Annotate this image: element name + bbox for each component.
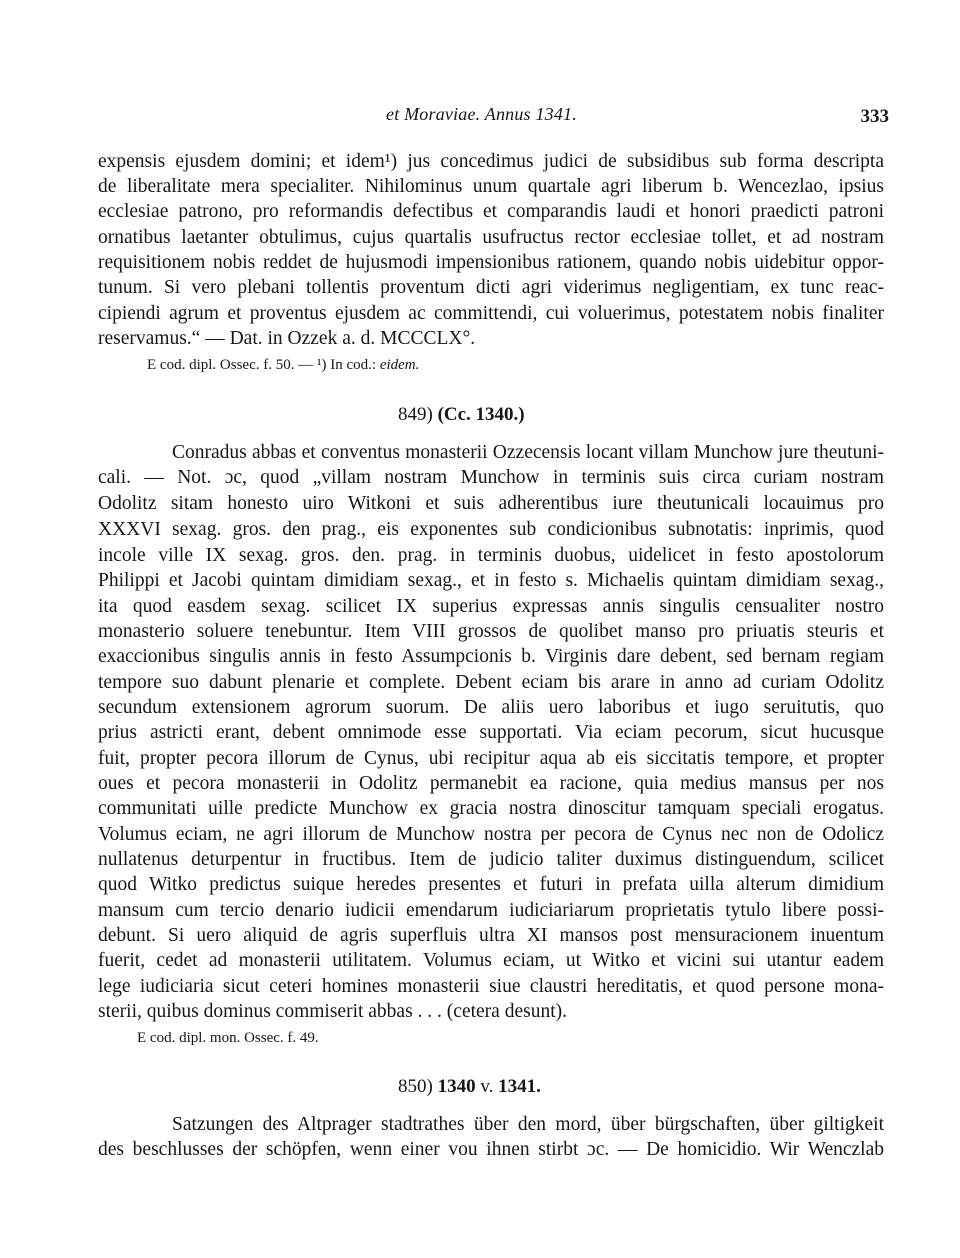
text-line: des beschlusses der schöpfen, wenn einer vou ihnen stirbt ɔc. — De homicidio. Wir Wenczlab [98,1139,884,1160]
text-line: XXXVI sexag. gros. den prag., eis exponentes sub condicionibus subnotatis: inprimis, quod [98,519,884,540]
text-line: ornatibus laetanter obtulimus, cujus quartalis usufructus rector ecclesiae tollet, et ad nostram [98,227,884,248]
document-number: 849) [398,404,433,425]
text-line: Satzungen des Altprager stadtrathes über den mord, über bürgschaften, über giltigkeit [172,1114,884,1135]
text-line: communitati uille predicte Munchow ex gracia nostra dinoscitur tamquam speciali erogatus. [98,798,884,819]
text-line: sterii, quibus dominus commiserit abbas . . . (cetera desunt). [98,1001,567,1022]
source-reference: E cod. dipl. mon. Ossec. f. 49. [137,1030,319,1046]
running-head: et Moraviae. Annus 1341. [386,104,577,124]
text-line: prius astricti erant, debent omnimode esse supportati. Via eciam pecorum, sicut hucusque [98,722,884,743]
text-line: expensis ejusdem domini; et idem¹) jus concedimus judici de subsidibus sub forma descripta [98,151,884,172]
text-line: monasterio soluere tenebuntur. Item VIII grossos de quolibet manso pro priuatis steuris et [98,621,884,642]
text-line: exaccionibus singulis annis in festo Assumpcionis b. Virginis dare debent, sed bernam regiam [98,646,884,667]
text-line: quod Witko predictus suique heredes presentes et futuri in prefata uilla alterum dimidium [98,874,884,895]
text-line: Conradus abbas et conventus monasterii Ozzecensis locant villam Munchow jure theutuni- [172,442,884,463]
document-heading-849 [398,404,525,426]
text-line: requisitionem nobis reddet de hujusmodi impensionibus rationem, quando nobis uidebitur oppor- [98,252,884,273]
footnote-mark: ¹) [316,357,327,373]
page-number: 333 [860,106,889,127]
text-line: Volumus eciam, ne agri illorum de Munchow nostra per pecora de Cynus nec non de Odolicz [98,824,884,845]
text-line: lege iudiciaria sicut ceteri homines monasterii siue claustri hereditatis, et quod persone mona- [98,976,884,997]
text-line: cali. — Not. ɔc, quod „villam nostram Munchow in terminis suis circa curiam nostram [98,467,884,488]
source-note [137,1030,319,1047]
source-note [147,357,419,374]
text-line: ecclesiae patrono, pro reformandis defectibus et comparandis laudi et honori praedicti patroni [98,201,884,222]
text-line: tunum. Si vero plebani tollentis proventum dicti agri viderimus negligentiam, ex tunc reac- [98,277,884,298]
text-line: fuerit, cedet ad monasterii utilitatem. Volumus eciam, ut Witko et vicini sui utantur eadem [98,950,884,971]
text-line: de liberalitate mera specialiter. Nihilominus unum quartale agri liberum b. Wencezlao, ipsius [98,176,884,197]
text-line: mansum cum tercio denario iudicii emendarum iudiciariarum proprietatis tytulo libere possi- [98,900,884,921]
footnote-reading: eidem. [379,357,420,373]
text-line: Odolitz sitam honesto uiro Witkoni et suis adherentibus iure theutunicali locauimus pro [98,493,884,514]
date-separator: v. [480,1076,494,1097]
page-header [0,104,960,134]
document-date-end: 1341. [498,1076,541,1097]
text-line: ita quod easdem sexag. scilicet IX superius expressas annis singulis censualiter nostro [98,596,884,617]
document-date: 1340 [437,1076,476,1097]
text-line: fuit, propter pecora illorum de Cynus, ubi recipitur aqua ab eis siccitatis tempore, et propter [98,748,884,769]
text-line: oues et pecora monasterii in Odolitz permanebit ea racione, quia medius mansus per nos [98,773,884,794]
document-number: 850) [398,1076,433,1097]
text-line: debunt. Si uero aliquid de agris superfluis ultra XI mansos post mensuracionem inuentum [98,925,884,946]
text-line: tempore suo dabunt plenarie et complete. Debent eciam bis arare in anno ad curiam Odolitz [98,672,884,693]
text-line: cipiendi agrum et proventus ejusdem ac committendi, cui voluerimus, potestatem nobis finaliter [98,303,884,324]
text-line: secundum extensionem agrorum suorum. De aliis uero laboribus et iugo seruitutis, quo [98,697,884,718]
document-heading-850 [398,1076,541,1098]
text-line: nullatenus deturpentur in fructibus. Item de judicio taliter duximus distinguendum, scilicet [98,849,884,870]
footnote-text: In cod.: [330,357,377,373]
document-date: (Cc. 1340.) [437,404,525,425]
text-line: incole ville IX sexag. gros. den. prag. in terminis duobus, uidelicet in festo apostolorum [98,545,884,566]
text-line: Philippi et Jacobi quintam dimidiam sexag., et in festo s. Michaelis quintam dimidiam sexag., [98,570,884,591]
source-reference: E cod. dipl. Ossec. f. 50. — [147,357,314,373]
text-line: reservamus.“ — Dat. in Ozzek a. d. MCCCLX°. [98,328,476,349]
